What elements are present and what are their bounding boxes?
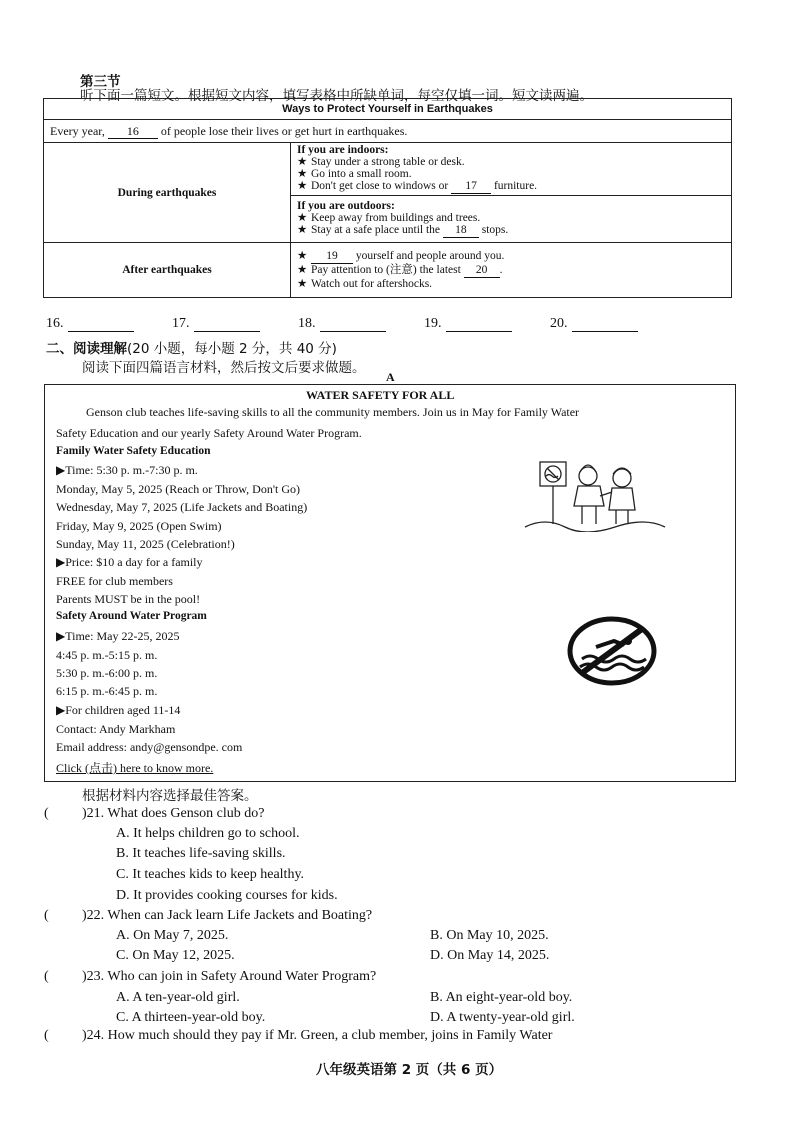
question-24-paren[interactable]: (	[44, 1028, 49, 1043]
after-cell: ★ 19 yourself and people around you. ★ Pay attention to (注意) the latest 20 . ★ Watch out for aftershocks.	[291, 243, 732, 298]
during-earthquakes-label: During earthquakes	[44, 143, 291, 243]
passage-intro-2: Safety Education and our yearly Safety Around Water Program.	[56, 426, 362, 440]
star-icon: ★	[297, 224, 308, 236]
sawp-slot: 6:15 p. m.-6:45 p. m.	[56, 684, 158, 698]
fwse-date: Friday, May 9, 2025 (Open Swim)	[56, 519, 222, 533]
sawp-time: ▶Time: May 22-25, 2025	[56, 629, 180, 643]
question-24-stem: )24. How much should they pay if Mr. Green, a club member, joins in Family Water	[82, 1028, 553, 1043]
fwse-price: ▶Price: $10 a day for a family	[56, 555, 203, 569]
question-23-option-c[interactable]: C. A thirteen-year-old boy.	[116, 1010, 266, 1025]
sawp-slot: 5:30 p. m.-6:00 p. m.	[56, 666, 158, 680]
answer-blank-17[interactable]: 17.	[172, 316, 260, 332]
question-23-paren[interactable]: (	[44, 969, 49, 984]
triangle-icon: ▶	[56, 463, 66, 477]
fwse-time: ▶Time: 5:30 p. m.-7:30 p. m.	[56, 463, 198, 477]
fwse-date: Wednesday, May 7, 2025 (Life Jackets and Boating)	[56, 500, 308, 514]
blank-20[interactable]: 20	[464, 264, 500, 278]
answer-blank-20[interactable]: 20.	[550, 316, 638, 332]
star-icon: ★	[297, 278, 308, 290]
fwse-heading: Family Water Safety Education	[56, 445, 211, 457]
question-21-option-a[interactable]: A. It helps children go to school.	[116, 826, 300, 841]
page-footer: 八年级英语第 2 页（共 6 页）	[316, 1062, 503, 1078]
sawp-children: ▶For children aged 11-14	[56, 703, 181, 717]
sawp-heading: Safety Around Water Program	[56, 610, 207, 622]
star-icon: ★	[297, 264, 308, 276]
fwse-date: Monday, May 5, 2025 (Reach or Throw, Don't Go)	[56, 482, 301, 496]
question-22-option-d[interactable]: D. On May 14, 2025.	[430, 948, 550, 963]
email-line: Email address: andy@gensondpe. com	[56, 740, 243, 754]
blank-19[interactable]: 19	[311, 250, 353, 264]
question-23-option-a[interactable]: A. A ten-year-old girl.	[116, 990, 240, 1005]
star-icon: ★	[297, 168, 308, 180]
listening-table	[43, 98, 732, 298]
blank-16[interactable]: 16	[108, 125, 158, 139]
indoors-cell: If you are indoors: ★ Stay under a strong table or desk. ★ Go into a small room. ★ Don't get close to windows or 17 furniture.	[291, 143, 732, 196]
triangle-icon: ▶	[56, 703, 66, 717]
triangle-icon: ▶	[56, 555, 66, 569]
question-23-option-d[interactable]: D. A twenty-year-old girl.	[430, 1010, 575, 1025]
sawp-slot: 4:45 p. m.-5:15 p. m.	[56, 648, 158, 662]
part2-heading: 二、阅读理解(20 小题，每小题 2 分，共 40 分)	[46, 341, 337, 357]
part2-instruction: 阅读下面四篇语言材料，然后按文后要求做题。	[82, 360, 366, 376]
blank-18[interactable]: 18	[443, 224, 479, 238]
passage-letter: A	[386, 370, 395, 384]
fwse-date: Sunday, May 11, 2025 (Celebration!)	[56, 537, 235, 551]
question-21-option-d[interactable]: D. It provides cooking courses for kids.	[116, 888, 338, 903]
outdoors-cell: If you are outdoors: ★ Keep away from buildings and trees. ★ Stay at a safe place until the 18 stops.	[291, 196, 732, 243]
question-21-option-b[interactable]: B. It teaches life-saving skills.	[116, 846, 286, 861]
answer-blank-18[interactable]: 18.	[298, 316, 386, 332]
no-swimming-icon	[566, 615, 658, 687]
star-icon: ★	[297, 180, 308, 192]
question-22-stem: )22. When can Jack learn Life Jackets and Boating?	[82, 908, 373, 923]
after-earthquakes-label: After earthquakes	[44, 243, 291, 298]
table-title: Ways to Protect Yourself in Earthquakes	[44, 99, 732, 120]
question-23-option-b[interactable]: B. An eight-year-old boy.	[430, 990, 573, 1005]
blank-17[interactable]: 17	[451, 180, 491, 194]
section-instruction: 听下面一篇短文。根据短文内容，填写表格中所缺单词，每空仅填一词。短文读两遍。	[80, 88, 593, 104]
passage-intro-1: Genson club teaches life-saving skills to all the community members. Join us in May for Family Water	[86, 405, 580, 419]
question-22-paren[interactable]: (	[44, 908, 49, 923]
section-heading: 第三节	[80, 74, 121, 90]
star-icon: ★	[297, 212, 308, 224]
fwse-free: FREE for club members	[56, 574, 173, 588]
question-22-option-b[interactable]: B. On May 10, 2025.	[430, 928, 549, 943]
kids-safety-illustration	[520, 452, 670, 532]
question-21-paren[interactable]: (	[44, 806, 49, 821]
answer-blank-19[interactable]: 19.	[424, 316, 512, 332]
question-22-option-c[interactable]: C. On May 12, 2025.	[116, 948, 235, 963]
question-23-stem: )23. Who can join in Safety Around Water Program?	[82, 969, 377, 984]
star-icon: ★	[297, 156, 308, 168]
triangle-icon: ▶	[56, 629, 66, 643]
fwse-parents: Parents MUST be in the pool!	[56, 592, 201, 606]
question-21-stem: )21. What does Genson club do?	[82, 806, 265, 821]
click-here-link[interactable]: Click (点击) here to know more.	[56, 761, 214, 775]
question-21-option-c[interactable]: C. It teaches kids to keep healthy.	[116, 867, 305, 882]
choose-instruction: 根据材料内容选择最佳答案。	[82, 788, 258, 804]
star-icon: ★	[297, 250, 308, 262]
question-22-option-a[interactable]: A. On May 7, 2025.	[116, 928, 229, 943]
contact-line: Contact: Andy Markham	[56, 722, 176, 736]
passage-title: WATER SAFETY FOR ALL	[306, 388, 455, 402]
table-row-every-year: Every year, 16 of people lose their lives or get hurt in earthquakes.	[44, 120, 732, 143]
answer-blank-16[interactable]: 16.	[46, 316, 134, 332]
